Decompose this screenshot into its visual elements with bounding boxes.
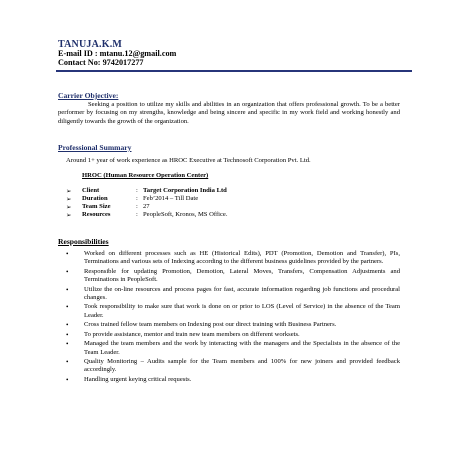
list-item bbox=[66, 376, 400, 384]
list-item bbox=[66, 286, 400, 302]
summary-text: Around 1+ year of work experience as HROC Executive at Technosoft Corporation Pvt. Ltd. bbox=[66, 157, 311, 164]
detail-colon: : bbox=[136, 195, 138, 202]
list-item bbox=[66, 303, 400, 319]
list-item-text: Utilize the on-line resources and process pages for fast, accurate information regarding job functions and procedural changes. bbox=[84, 285, 400, 301]
arrow-bullet-icon: ➢ bbox=[66, 188, 72, 195]
list-item bbox=[66, 268, 400, 284]
detail-key: Duration bbox=[82, 195, 108, 202]
list-item-text: To provide assistance, mentor and train new team members on different worksets. bbox=[84, 330, 300, 338]
detail-key: Team Size bbox=[82, 203, 111, 210]
arrow-bullet-icon: ➢ bbox=[66, 212, 72, 219]
summary-heading: Professional Summary bbox=[58, 143, 132, 152]
employer-subheading: HROC (Human Resource Operation Center) bbox=[82, 172, 209, 179]
contact-line: Contact No: 9742017277 bbox=[58, 58, 144, 67]
detail-colon: : bbox=[136, 187, 138, 194]
list-item bbox=[66, 250, 400, 266]
list-item bbox=[66, 331, 400, 339]
list-item-text: Cross trained fellow team members on Indexing post our direct training with Business Partners. bbox=[84, 321, 337, 329]
candidate-name: TANUJA.K.M bbox=[58, 39, 123, 50]
list-item-text: Handling urgent keying critical requests. bbox=[84, 375, 192, 383]
detail-value: PeopleSoft, Kronos, MS Office. bbox=[143, 211, 228, 218]
detail-key: Resources bbox=[82, 211, 111, 218]
detail-value: Feb’2014 – Till Date bbox=[143, 195, 199, 202]
detail-value: Target Corporation India Ltd bbox=[143, 187, 227, 194]
arrow-bullet-icon: ➢ bbox=[66, 196, 72, 203]
bullet-icon: • bbox=[66, 321, 69, 330]
bullet-icon: • bbox=[66, 358, 69, 367]
detail-colon: : bbox=[136, 211, 138, 218]
bullet-icon: • bbox=[66, 285, 69, 294]
list-item bbox=[66, 358, 400, 374]
header-divider bbox=[56, 70, 412, 72]
list-item bbox=[66, 340, 400, 356]
list-item-text: Quality Monitoring – Audits sample for the Team members and 100% for new joiners and provided feedback accordingly. bbox=[84, 358, 400, 374]
detail-value: 27 bbox=[143, 203, 150, 210]
list-item bbox=[66, 321, 400, 329]
bullet-icon: • bbox=[66, 375, 69, 384]
objective-text: Seeking a position to utilize my skills and abilities in an organization that offers professional growth. To be a better performer by focusing on my strengths, knowledge and being sincere and specific in my work field and working honestly and diligently towards the growth of the organization. bbox=[58, 101, 400, 125]
bullet-icon: • bbox=[66, 330, 69, 339]
list-item-text: Worked on different processes such as HE (Historical Edits), PDT (Promotion, Demotion and Transfer), PIs, Terminations and various sets of Indexing according to the different business guidelines provided by the partners. bbox=[84, 250, 400, 266]
responsibilities-heading: Responsibilities bbox=[58, 237, 109, 246]
list-item-text: Responsible for updating Promotion, Demotion, Lateral Moves, Transfers, Compensation Adjustments and Terminations in PeopleSoft. bbox=[84, 267, 400, 283]
arrow-bullet-icon: ➢ bbox=[66, 204, 72, 211]
bullet-icon: • bbox=[66, 267, 69, 276]
bullet-icon: • bbox=[66, 340, 69, 349]
list-item-text: Took responsibility to make sure that work is done on or prior to LOS (Level of Service) in the absence of the Team Leader. bbox=[84, 303, 400, 319]
detail-colon: : bbox=[136, 203, 138, 210]
bullet-icon: • bbox=[66, 303, 69, 312]
email-line: E-mail ID : mtanu.12@gmail.com bbox=[58, 49, 177, 58]
list-item-text: Managed the team members and the work by interacting with the managers and the Specialists in the absence of the Team Leader. bbox=[84, 340, 400, 356]
bullet-icon: • bbox=[66, 250, 69, 258]
responsibilities-list bbox=[66, 250, 400, 386]
detail-key: Client bbox=[82, 187, 100, 194]
objective-heading: Carrier Objective: bbox=[58, 91, 119, 100]
